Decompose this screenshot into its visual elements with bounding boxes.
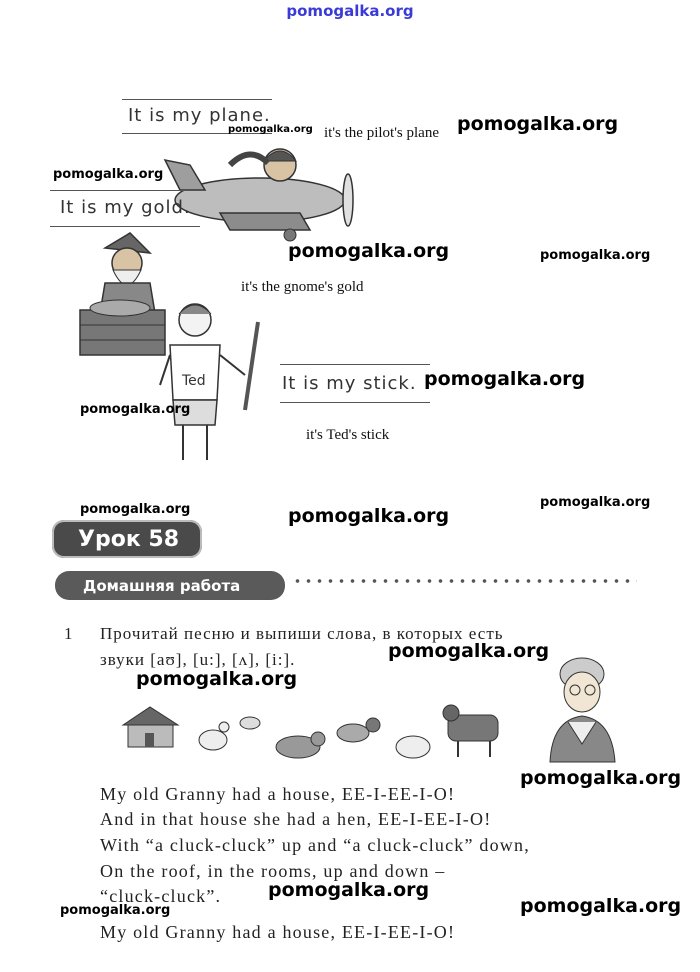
watermark: pomogalka.org [540,248,651,263]
granny-illustration [540,652,625,767]
watermark: pomogalka.org [60,903,171,918]
stick-speech-bubble [275,362,435,404]
ted-shirt-label: Ted [182,373,206,389]
task-number: 1 [64,624,74,643]
gold-speech-bubble [50,188,210,228]
song-line: My old Granny had a house, EE-I-EE-I-O! [100,922,456,942]
watermark: pomogalka.org [228,124,313,135]
watermark: pomogalka.org [457,113,619,135]
ted-boy-illustration [155,300,265,470]
task-line-2: звуки [aʊ], [u:], [ʌ], [i:]. [100,650,296,669]
watermark: pomogalka.org [136,668,298,690]
watermark: pomogalka.org [520,895,682,917]
stick-sentence: It is my stick. [282,373,417,394]
plane-sentence: It is my plane. [128,105,271,126]
ted-note: it's Ted's stick [306,427,390,443]
homework-title: Домашняя работа [55,571,285,600]
top-watermark: pomogalka.org [286,2,414,20]
watermark: pomogalka.org [80,402,191,417]
song-line: On the roof, in the rooms, up and down – [100,861,446,881]
watermark: pomogalka.org [288,240,450,262]
gnome-note: it's the gnome's gold [241,279,364,295]
watermark: pomogalka.org [540,495,651,510]
song-line: My old Granny had a house, EE-I-EE-I-O! [100,784,456,804]
gold-sentence: It is my gold. [60,197,191,218]
farm-animals-illustration [118,695,528,770]
watermark: pomogalka.org [53,167,164,182]
song-line: “cluck-cluck”. [100,886,222,906]
watermark: pomogalka.org [288,505,450,527]
song-line: And in that house she had a hen, EE-I-EE-I-O! [100,809,492,829]
watermark: pomogalka.org [424,368,586,390]
watermark: pomogalka.org [268,879,430,901]
watermark: pomogalka.org [80,502,191,517]
watermark: pomogalka.org [520,767,682,789]
task-line-1: Прочитай песню и выпиши слова, в которых есть [100,624,504,643]
pilot-note: it's the pilot's plane [324,125,439,141]
watermark: pomogalka.org [388,640,550,662]
lesson-title: Урок 58 [52,520,202,558]
dotted-divider [292,576,637,586]
song-line: With “a cluck-cluck” up and “a cluck-cluck” down, [100,835,530,855]
